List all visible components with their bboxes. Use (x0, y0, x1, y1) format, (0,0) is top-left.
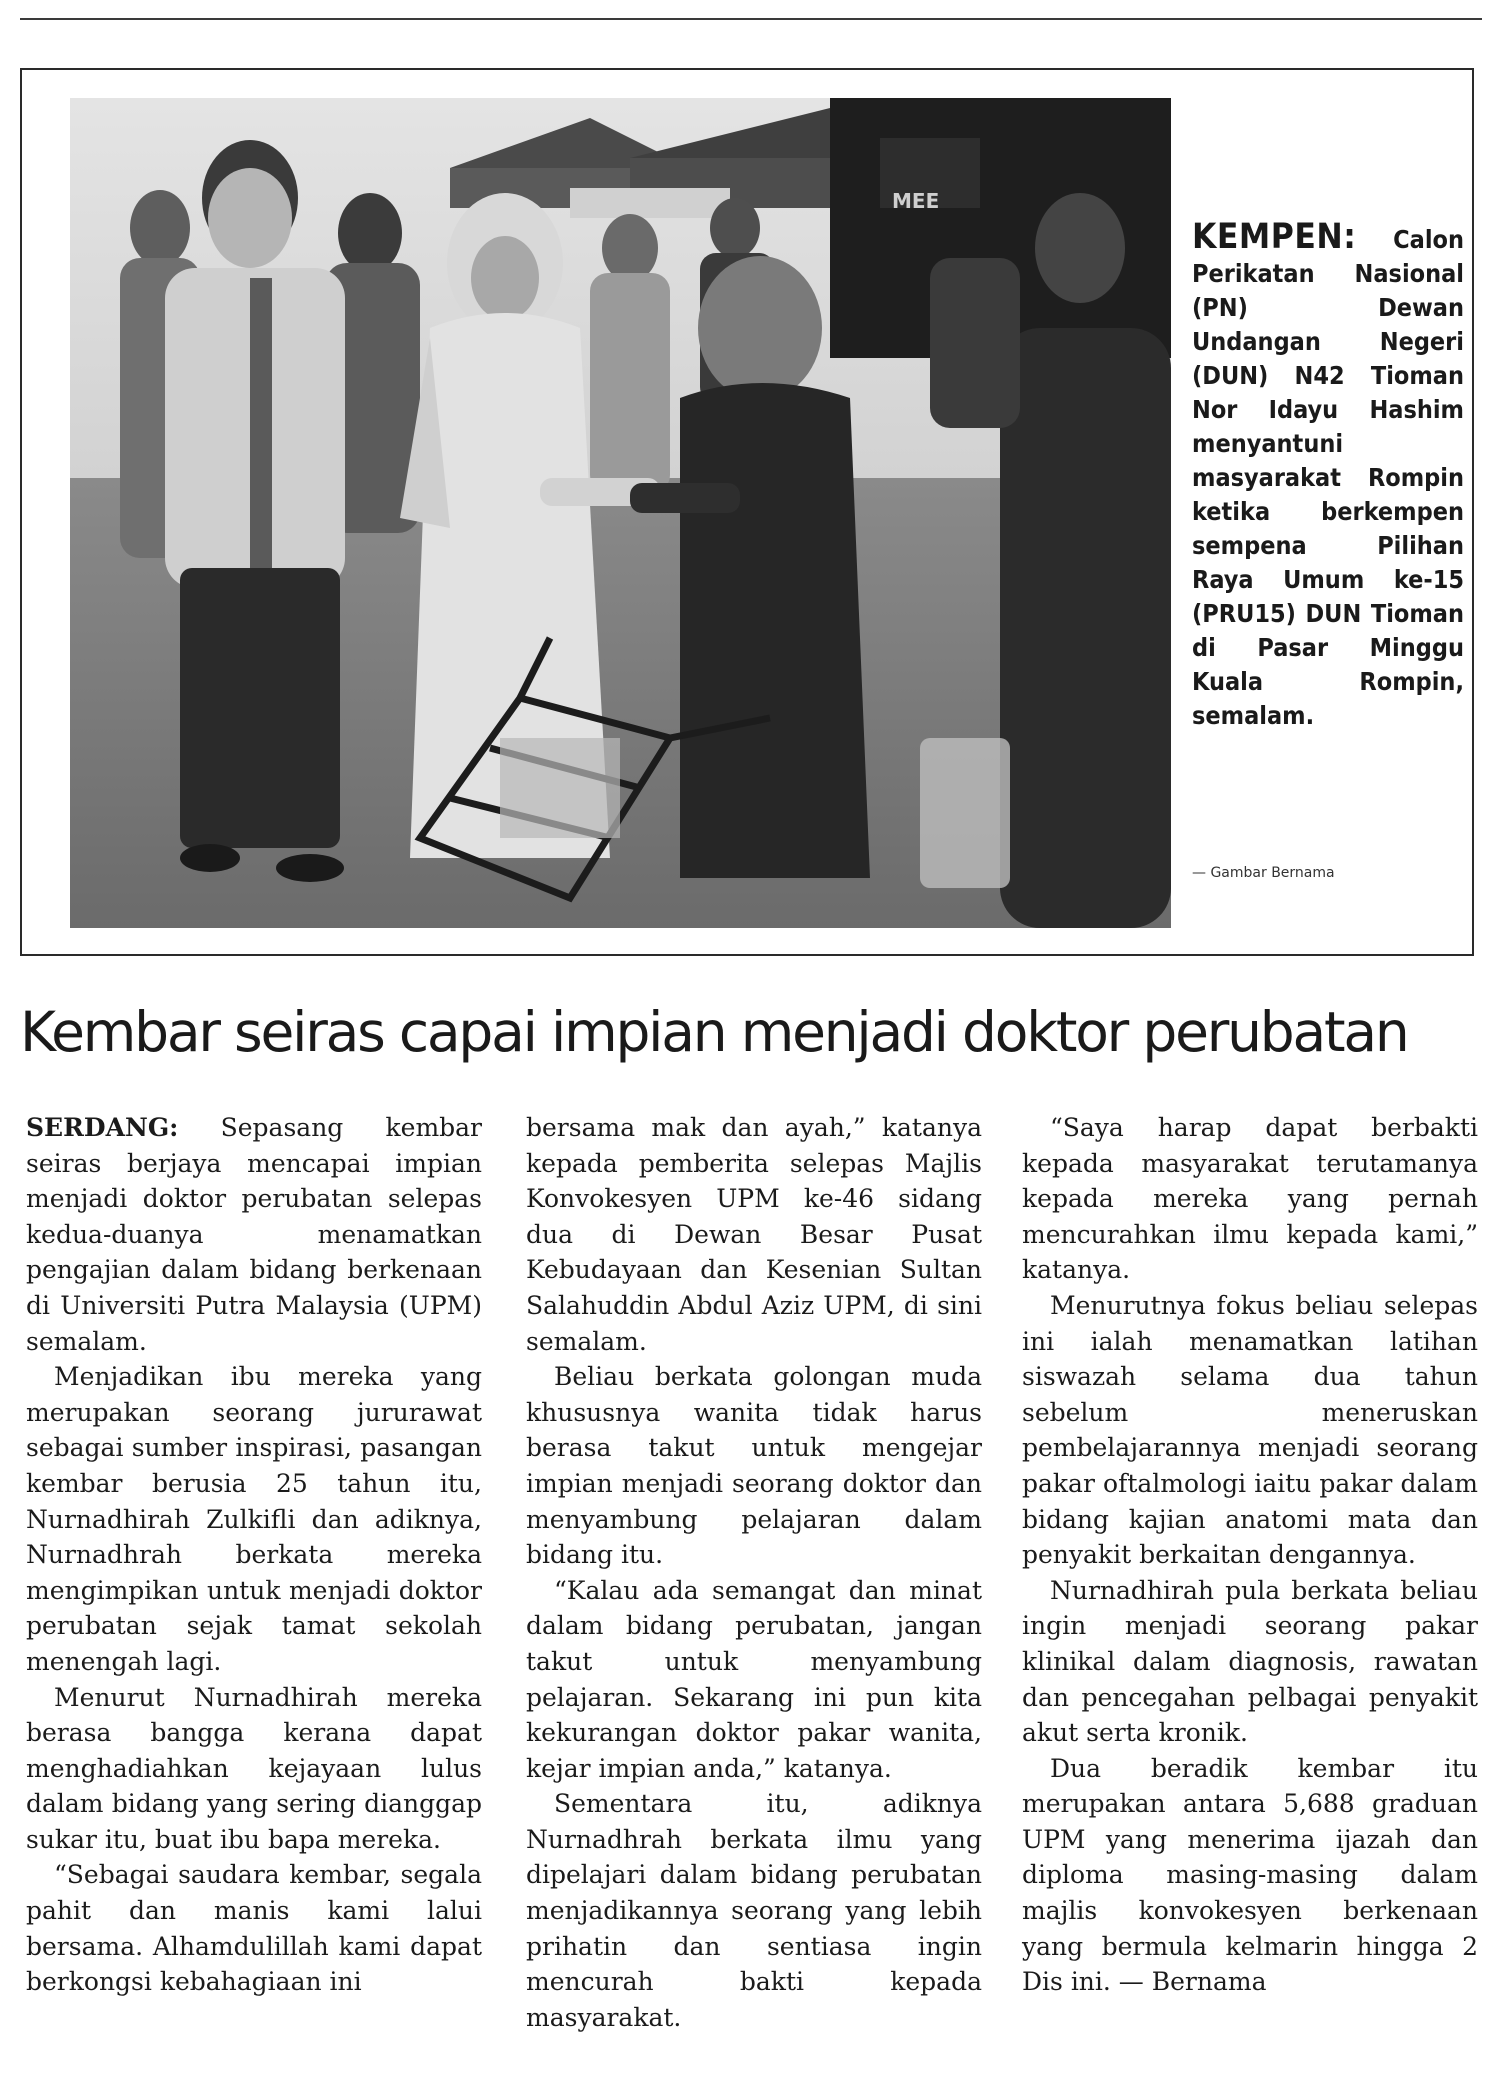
paragraph-text: Sepasang kembar seiras berjaya mencapai impian menjadi doktor perubatan selepas kedua-duanya menamatkan pengajian dalam bidang berkenaan di Universiti Putra Malaysia (UPM) semalam. (26, 1113, 483, 1356)
article-column-3 (1022, 1110, 1478, 2000)
photo-frame (20, 68, 1474, 956)
stall-sign-text: MEE (892, 189, 940, 213)
photo-credit: — Gambar Bernama (1192, 865, 1335, 881)
article-paragraph: “Sebagai saudara kembar, segala pahit dan manis kami lalui bersama. Alhamdulillah kami dapat berkongsi kebahagiaan ini (26, 1860, 482, 1997)
article-paragraph: “Saya harap dapat berbakti kepada masyarakat terutamanya kepada mereka yang pernah mencurahkan ilmu kepada kami,” katanya. (1022, 1113, 1478, 1285)
article-paragraph: Menurut Nurnadhirah mereka berasa bangga kerana dapat menghadiahkan kejayaan lulus dalam bidang yang sering dianggap sukar itu, buat ibu bapa mereka. (26, 1682, 482, 1854)
article-paragraph: Sementara itu, adiknya Nurnadhrah berkata ilmu yang dipelajari dalam bidang perubatan menjadikannya seorang yang lebih prihatin dan sentiasa ingin mencurah bakti kepada masyarakat. (526, 1789, 982, 2032)
article-headline: Kembar seiras capai impian menjadi doktor perubatan (20, 1000, 1408, 1064)
caption-kicker: KEMPEN: (1192, 217, 1357, 257)
article-paragraph: Menurutnya fokus beliau selepas ini ialah menamatkan latihan siswazah selama dua tahun sebelum meneruskan pembelajarannya menjadi seorang pakar oftalmologi iaitu pakar dalam bidang kajian anatomi mata dan penyakit berkaitan dengannya. (1022, 1290, 1478, 1570)
dateline: SERDANG: (26, 1113, 179, 1142)
article-paragraph: Nurnadhirah pula berkata beliau ingin menjadi seorang pakar klinikal dalam diagnosis, rawatan dan pencegahan pelbagai penyakit akut serta kronik. (1022, 1575, 1478, 1748)
article-column-1 (26, 1110, 482, 2000)
photo-caption (1192, 217, 1464, 733)
top-rule (20, 18, 1482, 20)
caption-text: Calon Perikatan Nasional (PN) Dewan Undangan Negeri (DUN) N42 Tioman Nor Idayu Hashim menyantuni masyarakat Rompin ketika berkempen sempena Pilihan Raya Umum ke-15 (PRU15) DUN Tioman di Pasar Minggu Kuala Rompin, semalam. (1192, 225, 1464, 730)
campaign-photo (70, 98, 1171, 928)
article-paragraph: Beliau berkata golongan muda khususnya wanita tidak harus berasa takut untuk mengejar impian menjadi seorang doktor dan menyambung pelajaran dalam bidang itu. (526, 1362, 982, 1570)
article-paragraph: bersama mak dan ayah,” katanya kepada pemberita selepas Majlis Konvokesyen UPM ke-46 sidang dua di Dewan Besar Pusat Kebudayaan dan Kesenian Sultan Salahuddin Abdul Aziz UPM, di sini semalam. (526, 1113, 982, 1356)
article-paragraph: Dua beradik kembar itu merupakan antara 5,688 graduan UPM yang menerima ijazah dan diploma masing-masing dalam majlis konvokesyen berkenaan yang bermula kelmarin hingga 2 Dis ini. — Bernama (1022, 1753, 1478, 1997)
article-paragraph: “Kalau ada semangat dan minat dalam bidang perubatan, jangan takut untuk menyambung pelajaran. Sekarang ini pun kita kekurangan doktor pakar wanita, kejar impian anda,” katanya. (526, 1575, 982, 1783)
article-paragraph: Menjadikan ibu mereka yang merupakan seorang jururawat sebagai sumber inspirasi, pasangan kembar berusia 25 tahun itu, Nurnadhirah Zulkifli dan adiknya, Nurnadhrah berkata mereka mengimpikan untuk menjadi doktor perubatan sejak tamat sekolah menengah lagi. (26, 1362, 482, 1676)
campaign-photo-illustration (70, 98, 1171, 928)
article-column-2 (526, 1110, 982, 2035)
article-paragraph (26, 1110, 482, 1359)
